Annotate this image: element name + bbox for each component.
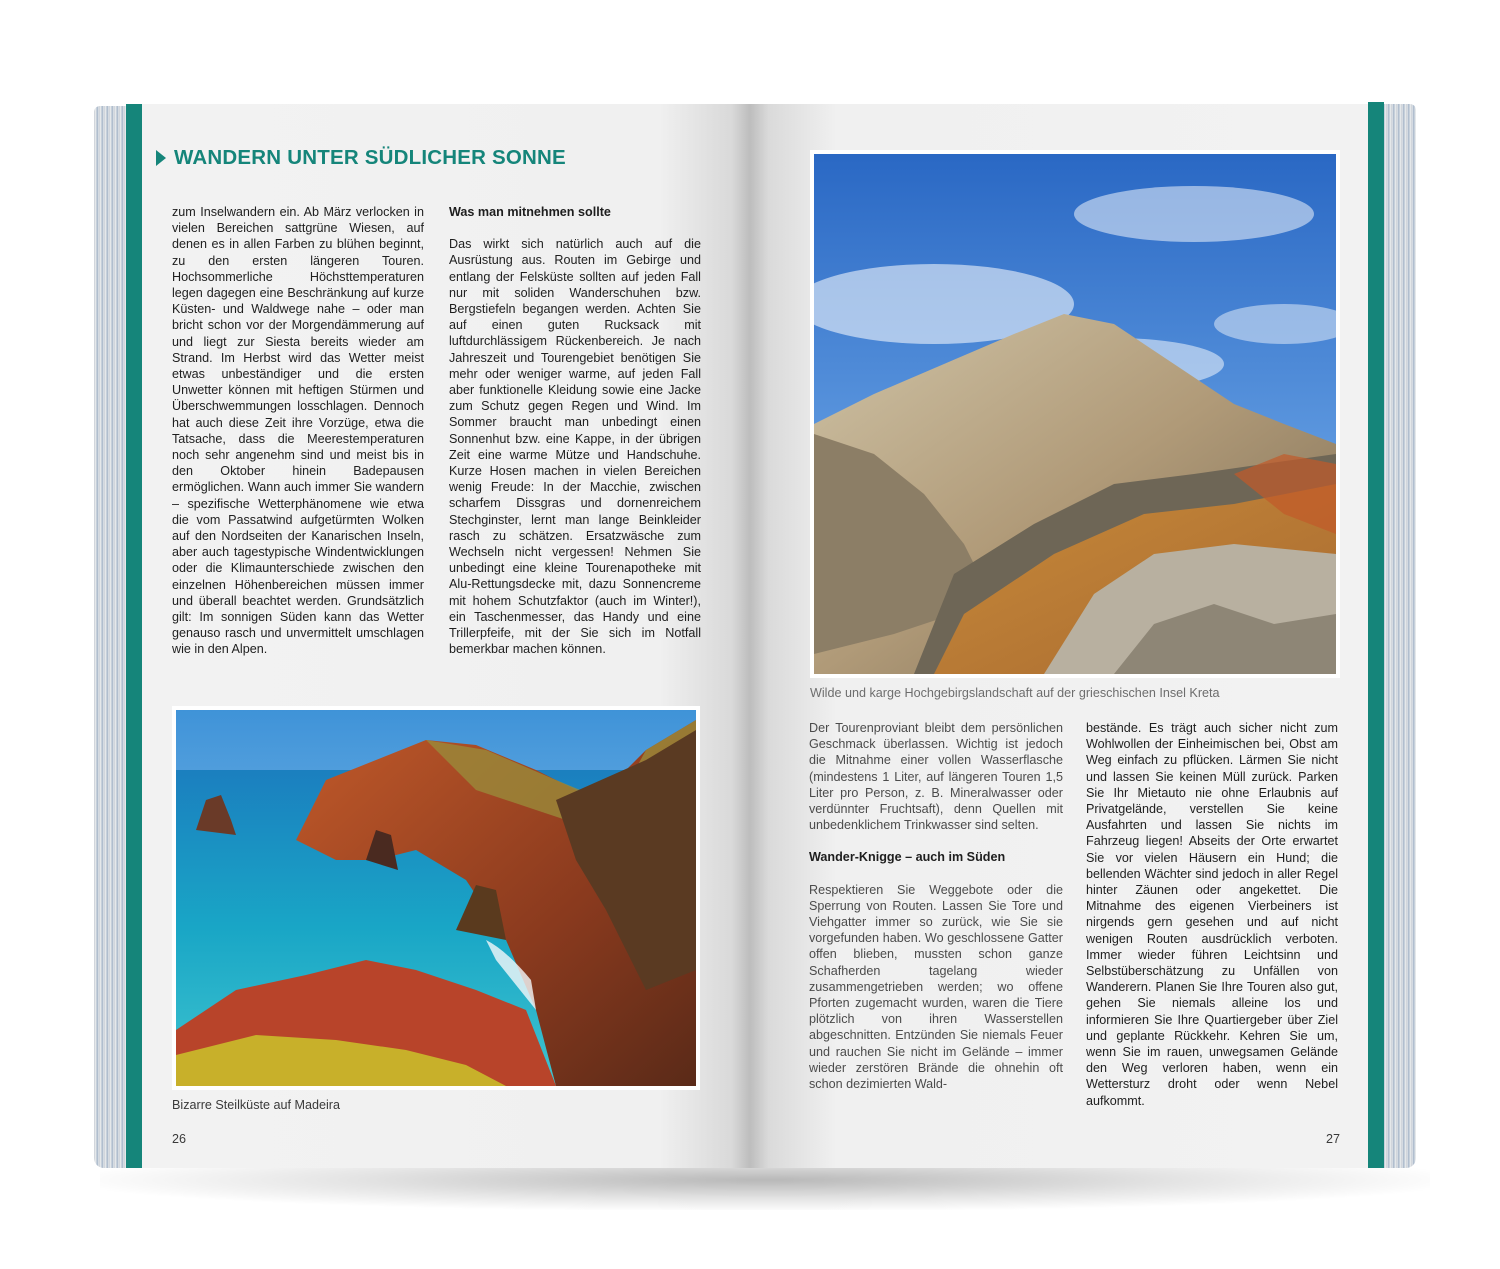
heading-arrow-icon — [156, 150, 166, 166]
caption-madeira: Bizarre Steilküste auf Madeira — [172, 1098, 340, 1112]
caption-crete: Wilde und karge Hochgebirgslandschaft auf der grieschischen Insel Kreta — [810, 686, 1220, 700]
left-text-column-1 — [172, 204, 424, 658]
madeira-coast-image — [176, 710, 696, 1086]
section-heading-text: WANDERN UNTER SÜDLICHER SONNE — [174, 146, 566, 169]
right-text-column-1 — [809, 720, 1063, 1092]
accent-bar-left — [126, 104, 142, 1168]
page-number-right: 27 — [1326, 1132, 1341, 1146]
photo-madeira-coast — [172, 706, 700, 1090]
left-text-column-2 — [449, 204, 701, 657]
paragraph: bestände. Es trägt auch sicher nicht zum Wohlwollen der Einheimischen bei, Obst am Weg einfach zu pflücken. Lärmen Sie nicht und lassen Sie keinen Müll zurück. Parken Sie Ihr Mietauto nie ohne Erlaubnis auf Privatgelände, verstellen Sie keine Ausfahrten und lassen Sie nichts im Fahrzeug liegen! Abseits der Orte erwartet Sie vor vielen Häusern ein Hund; die bellenden Wächter sind jedoch in aller Regel hinter Zäunen oder angekettet. Die Mitnahme des eigenen Vierbeiners ist nirgends gern gesehen und auf nicht wenigen Routen ausdrücklich verboten. Immer wieder führen Leichtsinn und Selbstüberschätzung zu Unfällen von Wanderern. Planen Sie Ihre Touren also gut, gehen Sie niemals alleine los und informieren Sie Ihre Quartiergeber über Ziel und geplante Rückkehr. Kehren Sie um, wenn Sie im rauen, unwegsamen Gelände den Weg verloren haben, wenn ein Wettersturz droht oder wenn Nebel aufkommt. — [1086, 721, 1338, 1108]
paragraph: zum Inselwandern ein. Ab März verlocken in vielen Bereichen sattgrüne Wiesen, auf denen es in allen Farben zu blühen beginnt, zu den ersten längeren Touren. Hochsommerliche Höchsttemperaturen legen dagegen eine Beschränkung auf kurze Küsten- und Waldwege nahe – oder man bricht schon vor der Morgendämmerung auf und liegt zur Siesta bereits wieder am Strand. Im Herbst wird das Wetter meist etwas unbeständiger und die ersten Unwetter können mit heftigen Stürmen und Überschwemmungen losschlagen. Dennoch hat auch diese Zeit ihre Vorzüge, etwa die Tatsache, dass die Meerestemperaturen noch sehr angenehm sind und meist bis in den Oktober hinein Badepausen ermöglichen. Wann auch immer Sie wandern – spezifische Wetterphänomene wie etwa die vom Passatwind aufgetürmten Wolken auf den Nordseiten der Kanarischen Inseln, aber auch tagestypische Windentwicklungen oder die Klimaunterschiede zwischen den einzelnen Höhenbereichen müssen immer und überall beachtet werden. Grundsätzlich gilt: Im sonnigen Süden kann das Wetter genauso rasch und unvermittelt umschlagen wie in den Alpen. — [172, 205, 424, 657]
paragraph: Das wirkt sich natürlich auch auf die Ausrüstung aus. Routen im Gebirge und entlang der Felsküste sollten auf jeden Fall nur mit soliden Wanderschuhen bzw. Bergstiefeln begangen werden. Achten Sie auf einen guten Rucksack mit luftdurchlässigem Rückenbereich. Je nach Jahreszeit und Tourengebiet benötigen Sie mehr oder weniger warme, auf jeden Fall aber funktionelle Kleidung sowie eine Jacke zum Schutz gegen Regen und Wind. Im Sommer braucht man unbedingt einen Sonnenhut bzw. eine Kappe, in der übrigen Zeit eine warme Mütze und Handschuhe. Kurze Hosen machen in vielen Bereichen wenig Freude: In der Macchie, zwischen scharfem Dissgras und dornenreichem Stechginster, lernt man lange Beinkleider rasch zu schätzen. Ersatzwäsche zum Wechseln nicht vergessen! Nehmen Sie unbedingt eine kleine Tourenapotheke mit Alu-Rettungsdecke mit, dazu Sonnencreme mit hohem Schutzfaktor (auch im Winter!), ein Taschenmesser, das Handy und eine Trillerpfeife, mit der Sie sich im Notfall bemerkbar machen können. — [449, 237, 701, 657]
page-number-left: 26 — [172, 1132, 187, 1146]
subheading-equipment: Was man mitnehmen sollte — [449, 205, 611, 219]
paragraph: Der Tourenproviant bleibt dem persönlichen Geschmack überlassen. Wichtig ist jedoch die Mitnahme einer vollen Wasserflasche (mindestens 1 Liter, auf längeren Touren 1,5 Liter pro Person, z. B. Mineralwasser oder verdünnter Fruchtsaft), denn Quellen mit unbedenklichem Trinkwasser sind selten. — [809, 721, 1063, 833]
crete-mountain-image — [814, 154, 1336, 674]
accent-bar-right — [1368, 102, 1384, 1168]
right-text-column-2 — [1086, 720, 1338, 1109]
right-page — [750, 104, 1368, 1168]
page-stack-right — [1382, 104, 1416, 1168]
photo-crete-mountains — [810, 150, 1340, 678]
paragraph: Respektieren Sie Weggebote oder die Sperrung von Routen. Lassen Sie Tore und Viehgatter immer so zurück, wie Sie sie vorgefunden haben. Wo geschlossene Gatter offen blieben, mussten schon ganze Schafherden tagelang wieder zusammengetrieben werden; wo offene Pforten zugemacht wurden, waren die Tiere plötzlich von ihren Wasserstellen abgeschnitten. Entzünden Sie niemals Feuer und rauchen Sie nicht im Gelände – immer wieder zerstören Brände die ohnehin oft schon dezimierten Wald- — [809, 882, 1063, 1092]
section-heading — [156, 146, 566, 170]
subheading-etiquette: Wander-Knigge – auch im Süden — [809, 850, 1006, 865]
page-stack-left — [94, 106, 128, 1168]
left-page — [142, 104, 750, 1168]
